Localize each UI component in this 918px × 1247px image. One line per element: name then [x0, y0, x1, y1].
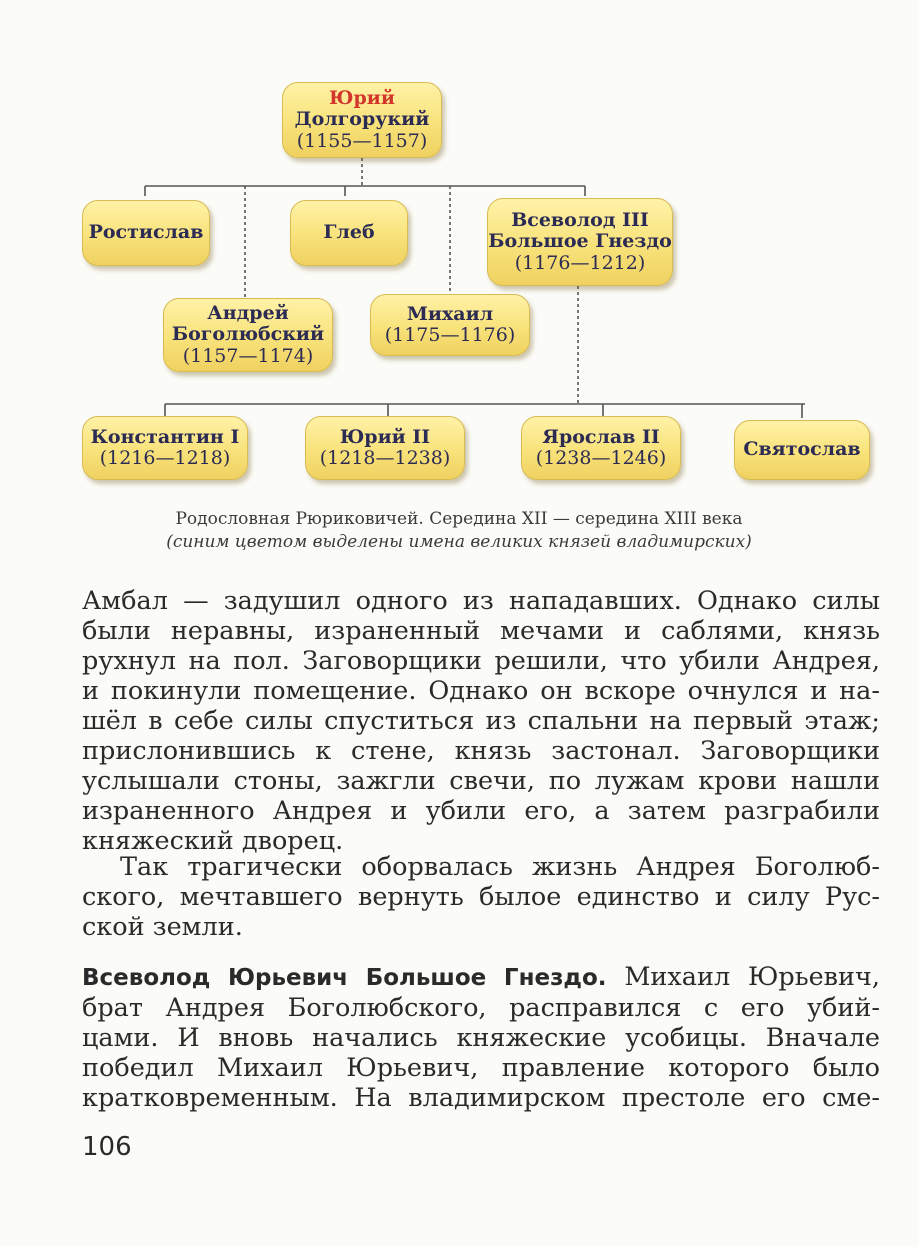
figure-caption — [0, 508, 918, 554]
tree-node-yaroslav-ii — [521, 416, 681, 480]
text-line: кратковременным. На владимирском престоле его сме- — [82, 1083, 880, 1113]
caption-line-2: (синим цветом выделены имена великих князей владимирских) — [166, 531, 752, 552]
tree-node-konstantin-i — [82, 416, 248, 480]
tree-node-gleb — [290, 200, 408, 266]
node-name-line: Михаил — [406, 302, 494, 325]
text-line: прислонившись к стене, князь застонал. Заговорщики — [82, 736, 880, 766]
node-name-line: Святослав — [743, 438, 861, 461]
node-name-line: Всеволод III — [511, 209, 649, 232]
node-name-line: Боголюбский — [171, 323, 325, 346]
tree-node-andrey-bogolyubsky — [163, 298, 333, 372]
node-name-line: Долгорукий — [294, 108, 430, 131]
section-heading: Всеволод Юрьевич Большое Гнездо. — [82, 965, 607, 991]
text-line: цами. И вновь начались княжеские усобицы. Вначале — [82, 1023, 880, 1053]
tree-node-rostislav — [82, 200, 210, 266]
tree-node-yuri-ii — [305, 416, 465, 480]
node-dates: (1218—1238) — [319, 447, 451, 469]
tree-node-mikhail — [370, 294, 530, 356]
text-run: Михаил Юрьевич, — [624, 962, 880, 992]
node-name-line: Глеб — [323, 221, 375, 244]
node-dates: (1176—1212) — [514, 251, 646, 274]
text-line: были неравны, израненный мечами и саблями, князь — [82, 616, 880, 646]
node-dates: (1157—1174) — [182, 344, 314, 367]
node-name-line: Ярослав II — [542, 425, 660, 448]
caption-line-1: Родословная Рюриковичей. Середина XII — середина XIII века — [175, 509, 743, 529]
text-line: победил Михаил Юрьевич, правление которого было — [82, 1053, 880, 1083]
text-line: брат Андрея Боголюбского, расправился с его убий- — [82, 993, 880, 1023]
body-paragraph-1 — [82, 586, 880, 856]
tree-node-vsevolod-iii — [487, 198, 673, 286]
node-name-line: Андрей — [207, 302, 289, 325]
node-dates: (1216—1218) — [99, 447, 231, 469]
text-line: ского, мечтавшего вернуть былое единство и силу Рус- — [82, 882, 880, 912]
node-name-line: Ростислав — [88, 221, 204, 244]
node-dates: (1238—1246) — [535, 447, 667, 469]
tree-node-svyatoslav — [734, 420, 870, 480]
text-line: рухнул на пол. Заговорщики решили, что убили Андрея, — [82, 646, 880, 676]
text-line: княжеский дворец. — [82, 826, 344, 856]
text-line: Амбал — задушил одного из нападавших. Однако силы — [82, 586, 880, 616]
page-number: 106 — [82, 1132, 132, 1162]
text-line: израненного Андрея и убили его, а затем разграбили — [82, 796, 880, 826]
node-name-line: Юрий II — [339, 425, 431, 448]
body-paragraph-2 — [82, 852, 880, 942]
node-name-line: Большое Гнездо — [488, 230, 672, 253]
text-line: услышали стоны, зажгли свечи, по лужам крови нашли — [82, 766, 880, 796]
text-line: и покинули помещение. Однако он вскоре очнулся и на- — [82, 676, 880, 706]
section-paragraph — [82, 962, 880, 1113]
text-line: Так трагически оборвалась жизнь Андрея Боголюб- — [120, 852, 880, 882]
tree-node-yuri-dolgoruky — [282, 82, 442, 158]
text-line — [82, 962, 880, 993]
node-dates: (1175—1176) — [384, 324, 516, 346]
node-dates: (1155—1157) — [296, 129, 428, 152]
text-line: ской земли. — [82, 912, 243, 942]
node-name-line: Юрий — [329, 87, 395, 110]
text-line: шёл в себе силы спуститься из спальни на первый этаж; — [82, 706, 880, 736]
node-name-line: Константин I — [90, 425, 240, 448]
